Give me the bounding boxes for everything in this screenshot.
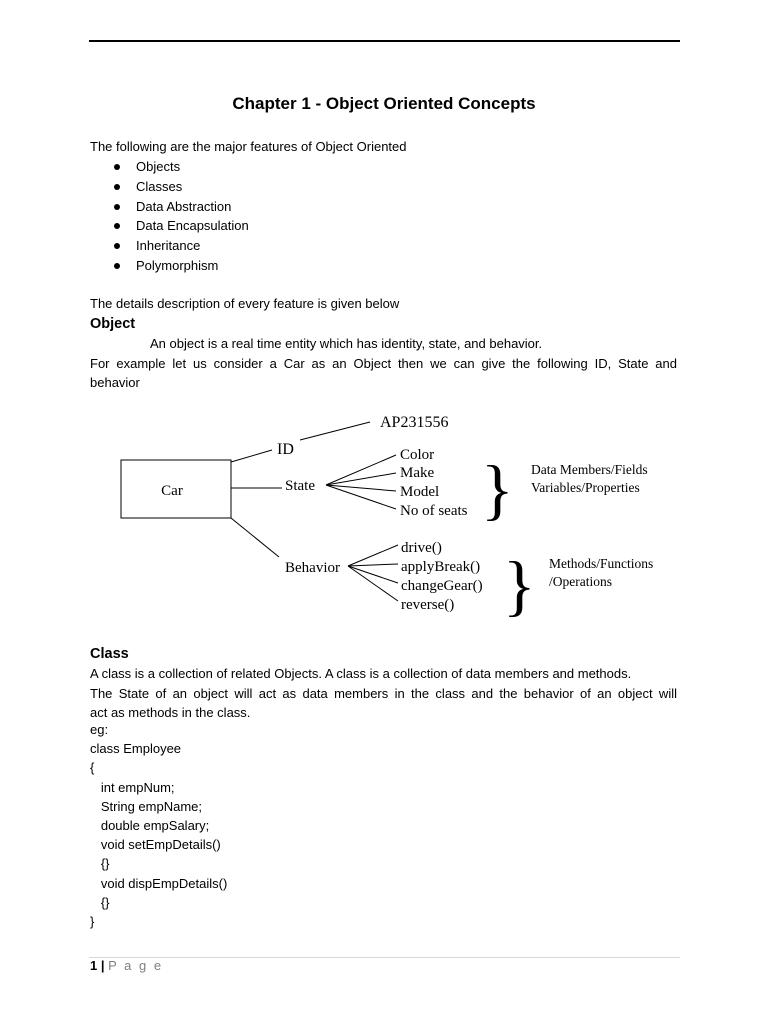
code-line: double empSalary; <box>90 818 210 834</box>
connector-line <box>348 566 398 583</box>
bullet-icon <box>114 184 120 190</box>
behavior-group-label: /Operations <box>549 574 612 589</box>
behavior-label: Behavior <box>285 560 340 576</box>
behavior-group-label: Methods/Functions <box>549 556 654 571</box>
code-line: } <box>90 914 95 930</box>
object-example-line: For example let us consider a Car as an Object then we can give the following ID, State and <box>90 356 677 371</box>
class-text-line: The State of an object will act as data members in the class and the behavior of an object will <box>90 686 677 701</box>
code-sample <box>90 720 227 931</box>
state-item: Model <box>400 484 440 500</box>
bullet-icon <box>114 164 120 170</box>
brace-icon: } <box>503 547 536 623</box>
bullet-icon <box>114 263 120 269</box>
state-label: State <box>285 478 315 494</box>
connector-line <box>348 566 398 601</box>
code-line: eg: <box>90 722 109 737</box>
connector-line <box>300 422 370 440</box>
class-text-line: act as methods in the class. <box>90 705 251 720</box>
connector-line <box>326 485 396 491</box>
code-line: {} <box>90 856 110 872</box>
code-line: {} <box>90 894 110 910</box>
details-intro: The details description of every feature is given below <box>90 296 400 311</box>
state-item: Make <box>400 465 435 481</box>
connector-line <box>348 564 398 566</box>
behavior-item: changeGear() <box>401 578 483 594</box>
class-heading: Class <box>90 646 129 662</box>
id-label: ID <box>277 441 294 458</box>
page-label: P a g e <box>108 958 164 973</box>
feature-label: Polymorphism <box>136 257 219 273</box>
feature-label: Inheritance <box>136 238 201 254</box>
bullet-icon <box>114 223 120 229</box>
page-footer <box>90 958 163 973</box>
code-line: { <box>90 760 95 776</box>
object-definition: An object is a real time entity which has identity, state, and behavior. <box>150 336 543 351</box>
code-line: void dispEmpDetails() <box>90 875 228 891</box>
feature-label: Objects <box>136 159 181 174</box>
car-label: Car <box>161 483 183 499</box>
header-rule <box>89 40 680 42</box>
connector-line <box>348 545 398 566</box>
car-object-diagram <box>0 400 768 625</box>
object-example-line: behavior <box>90 375 140 390</box>
object-heading: Object <box>90 316 136 332</box>
code-line: String empName; <box>90 798 202 814</box>
feature-label: Data Abstraction <box>136 198 232 214</box>
intro-text: The following are the major features of Object Oriented <box>90 139 407 154</box>
connector-line <box>326 455 396 485</box>
state-item: No of seats <box>400 503 468 519</box>
id-value: AP231556 <box>380 414 449 431</box>
footer-separator: | <box>100 958 105 973</box>
behavior-item: drive() <box>401 540 442 556</box>
footer-rule <box>89 957 680 958</box>
code-line: class Employee <box>90 741 182 757</box>
connector-line <box>231 518 279 557</box>
feature-label: Classes <box>136 178 183 194</box>
brace-icon: } <box>481 451 514 527</box>
chapter-title: Chapter 1 - Object Oriented Concepts <box>232 94 536 113</box>
feature-label: Data Encapsulation <box>136 218 249 234</box>
bullet-icon <box>114 243 120 249</box>
page-number: 1 <box>90 958 98 973</box>
code-line: int empNum; <box>90 779 175 795</box>
behavior-item: reverse() <box>401 597 455 613</box>
state-item: Color <box>400 447 435 463</box>
state-group-label: Variables/Properties <box>531 480 640 495</box>
connector-line <box>231 450 272 462</box>
connector-line <box>326 473 396 485</box>
state-group-label: Data Members/Fields <box>531 462 648 477</box>
bullet-icon <box>114 204 120 210</box>
behavior-item: applyBreak() <box>401 559 481 575</box>
code-line: void setEmpDetails() <box>90 837 221 853</box>
connector-line <box>326 485 396 509</box>
class-text-line: A class is a collection of related Objects. A class is a collection of data members and methods. <box>90 666 632 681</box>
